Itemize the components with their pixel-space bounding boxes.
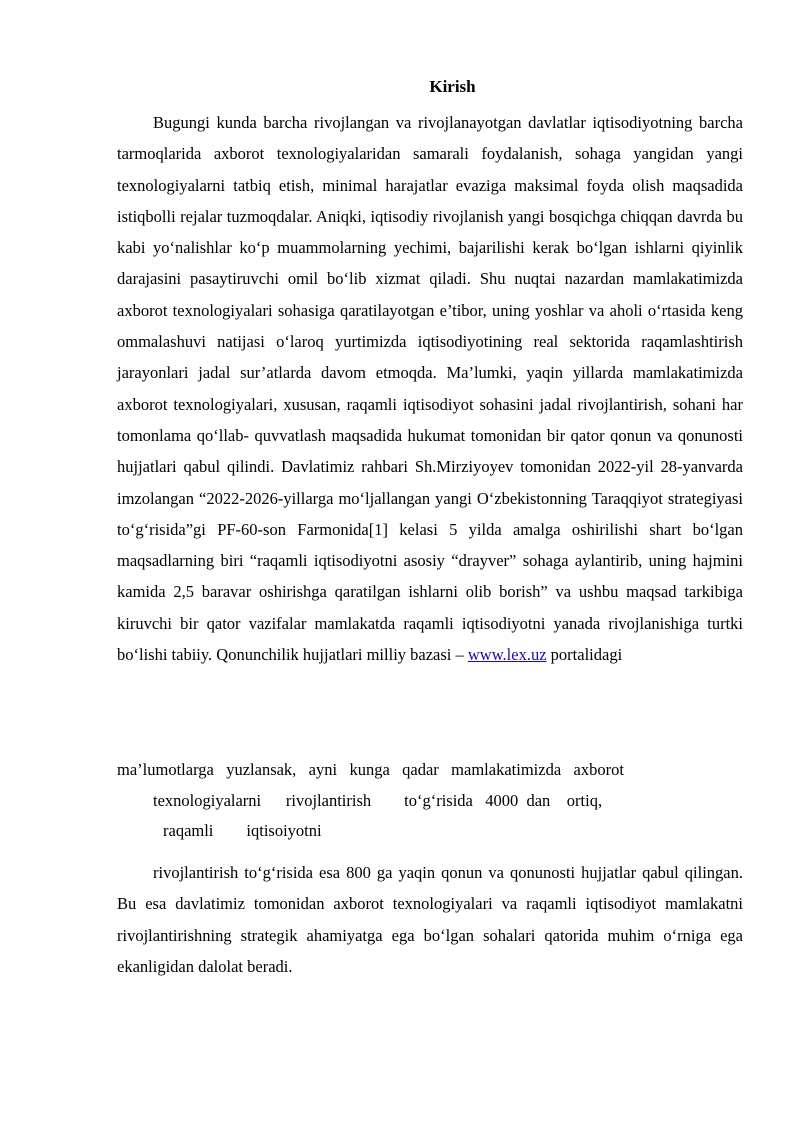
lex-uz-link[interactable]: www.lex.uz (467, 645, 547, 665)
text-line: texnologiyalarni rivojlantirish to‘g‘risida 4000 dan ortiq, (153, 791, 603, 810)
text-line: raqamli iqtisoiyotni (163, 821, 322, 840)
intro-paragraph (117, 107, 743, 670)
section-title: Kirish (429, 77, 476, 96)
text-line: ma’lumotlarga yuzlansak, ayni kunga qadar mamlakatimizda axborot (117, 760, 624, 779)
paragraph-text: Bugungi kunda barcha rivojlangan va rivojlanayotgan davlatlar iqtisodiyotning barcha tarmoqlarida axborot texnologiyalaridan samarali foydalanish, sohaga yangidan yangi texnologiyalarni tatbiq etish, minimal harajatlar evaziga maksimal foyda olish maqsadida istiqbolli rejalar tuzmoqdalar. Aniqki, iqtisodiy rivojlanish yangi bosqichga chiqqan davrda bu kabi yo‘nalishlar ko‘p muammolarning yechimi, bajarilishi kerak bo‘lgan ishlarni qiyinlik darajasini pasaytiruvchi omil bo‘lib xizmat qiladi. Shu nuqtai nazardan mamlakatimizda axborot texnologiyalari sohasiga qaratilayotgan e’tibor, uning yoshlar va aholi o‘rtasida keng ommalashuvi natijasi o‘laroq yurtimizda iqtisodiyotining real sektorida raqamlashtirish jarayonlari jadal sur’atlarda davom etmoqda. Ma’lumki, yaqin yillarda mamlakatimizda axborot texnologiyalari, xususan, raqamli iqtisodiyot sohasini jadal rivojlantirish, sohani har tomonlama qo‘llab- quvvatlash maqsadida hukumat tomonidan bir qator qonun va qonunosti hujjatlari qabul qilindi. Davlatimiz rahbari Sh.Mirziyoyev tomonidan 2022-yil 28-yanvarda imzolangan “2022-2026-yillarga mo‘ljallangan yangi O‘zbekistonning Taraqqiyot strategiyasi to‘g‘risida”gi PF-60-son Farmonida[1] kelasi 5 yilda amalga oshirilishi shart bo‘lgan maqsadlarning biri “raqamli iqtisodiyotni asosiy “drayver” sohaga aylantirib, uning hajmini kamida 2,5 baravar oshirishga qaratilgan ishlarni olib borish” va ushbu maqsad tarkibiga kiruvchi bir qator vazifalar mamlakatda raqamli iqtisodiyotni yanada rivojlanishiga turtki bo‘lishi tabiiy. Qonunchilik hujjatlari milliy bazasi – (117, 113, 743, 665)
closing-paragraph: rivojlantirish to‘g‘risida esa 800 ga yaqin qonun va qonunosti hujjatlar qabul qilingan. Bu esa davlatimiz tomonidan axborot texnologiyalari va raqamli iqtisodiyot mamlakatni rivojlantirishning strategik ahamiyatga ega bo‘lgan sohalari qatorida muhim o‘rniga ega ekanligidan dalolat beradi. (117, 863, 743, 976)
paragraph-text-tail: portalidagi (546, 645, 623, 665)
